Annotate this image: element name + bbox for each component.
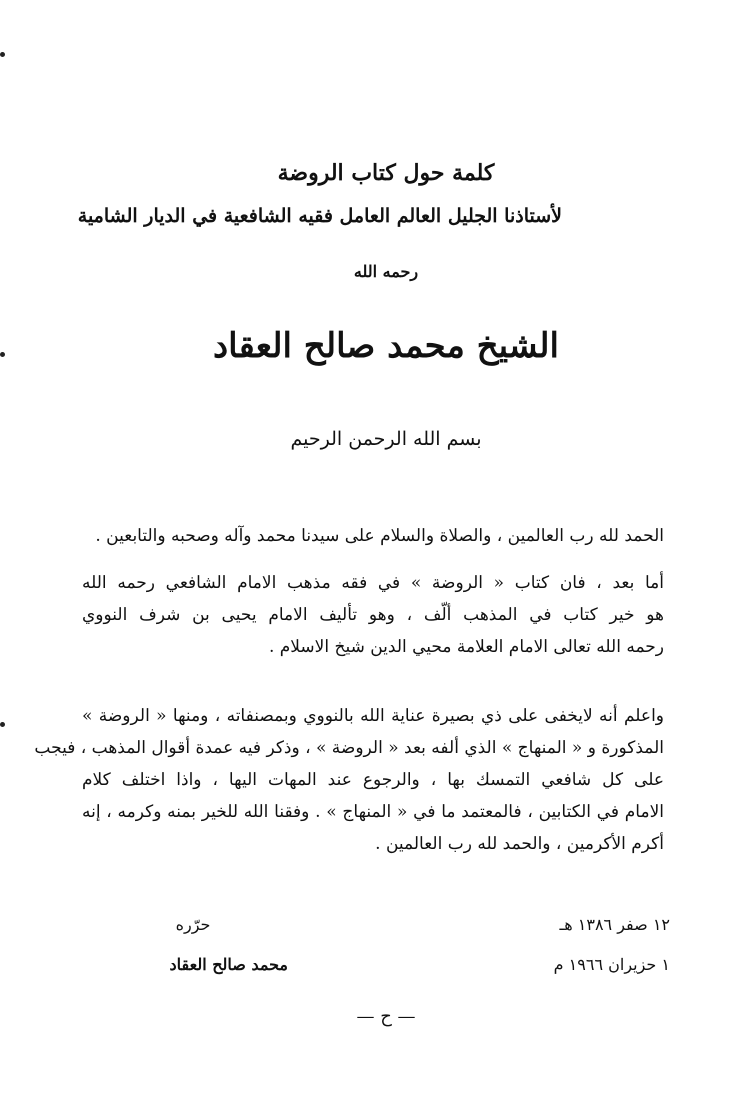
title-line-1: كلمة حول كتاب الروضة	[277, 160, 495, 186]
hijri-date: ١٢ صفر ١٣٨٦ هـ	[559, 915, 670, 934]
paragraph-line: أكرم الأكرمين ، والحمد لله رب العالمين .	[375, 834, 664, 854]
paragraph-1	[82, 520, 664, 552]
paragraph-line: واعلم أنه لايخفى على ذي بصيرة عناية الله بالنووي وبمصنفاته ، ومنها « الروضة »	[82, 706, 664, 726]
paragraph-line: المذكورة و « المنهاج » الذي ألفه بعد « الروضة » ، وذكر فيه عمدة أقوال المذهب ، فيجب	[34, 738, 664, 758]
paragraph-line: هو خير كتاب في المذهب ألّف ، وهو تأليف الامام يحيى بن شرف النووي	[82, 605, 664, 625]
paragraph-line: أما بعد ، فان كتاب « الروضة » في فقه مذهب الامام الشافعي رحمه الله	[82, 573, 664, 593]
paragraph-line: على كل شافعي التمسك بها ، والرجوع عند المهات اليها ، واذا اختلف كلام	[82, 770, 664, 790]
paragraph-line: رحمه الله تعالى الامام العلامة محيي الدين شيخ الاسلام .	[268, 637, 664, 657]
signature-label: حرّره	[175, 915, 211, 934]
signature-block	[68, 905, 288, 985]
margin-mark	[0, 52, 5, 57]
page-number: — ح —	[356, 1006, 416, 1027]
title-line-2: لأستاذنا الجليل العالم العامل فقيه الشافعية في الديار الشامية	[77, 205, 562, 227]
signature-name: محمد صالح العقاد	[169, 955, 288, 974]
author-name-heading: الشيخ محمد صالح العقاد	[213, 326, 559, 366]
margin-mark	[0, 722, 5, 727]
paragraph-3	[34, 700, 664, 860]
paragraph-line: الامام في الكتابين ، فالمعتمد ما في « المنهاج » . وفقنا الله للخير بمنه وكرمه ، إنه	[82, 802, 664, 822]
date-block	[440, 905, 670, 985]
basmala: بسم الله الرحمن الرحيم	[290, 428, 482, 450]
title-line-3: رحمه الله	[353, 262, 419, 281]
paragraph-line: الحمد لله رب العالمين ، والصلاة والسلام على سيدنا محمد وآله وصحبه والتابعين .	[95, 526, 664, 546]
gregorian-date: ١ حزيران ١٩٦٦ م	[553, 955, 670, 974]
paragraph-2	[82, 567, 664, 663]
